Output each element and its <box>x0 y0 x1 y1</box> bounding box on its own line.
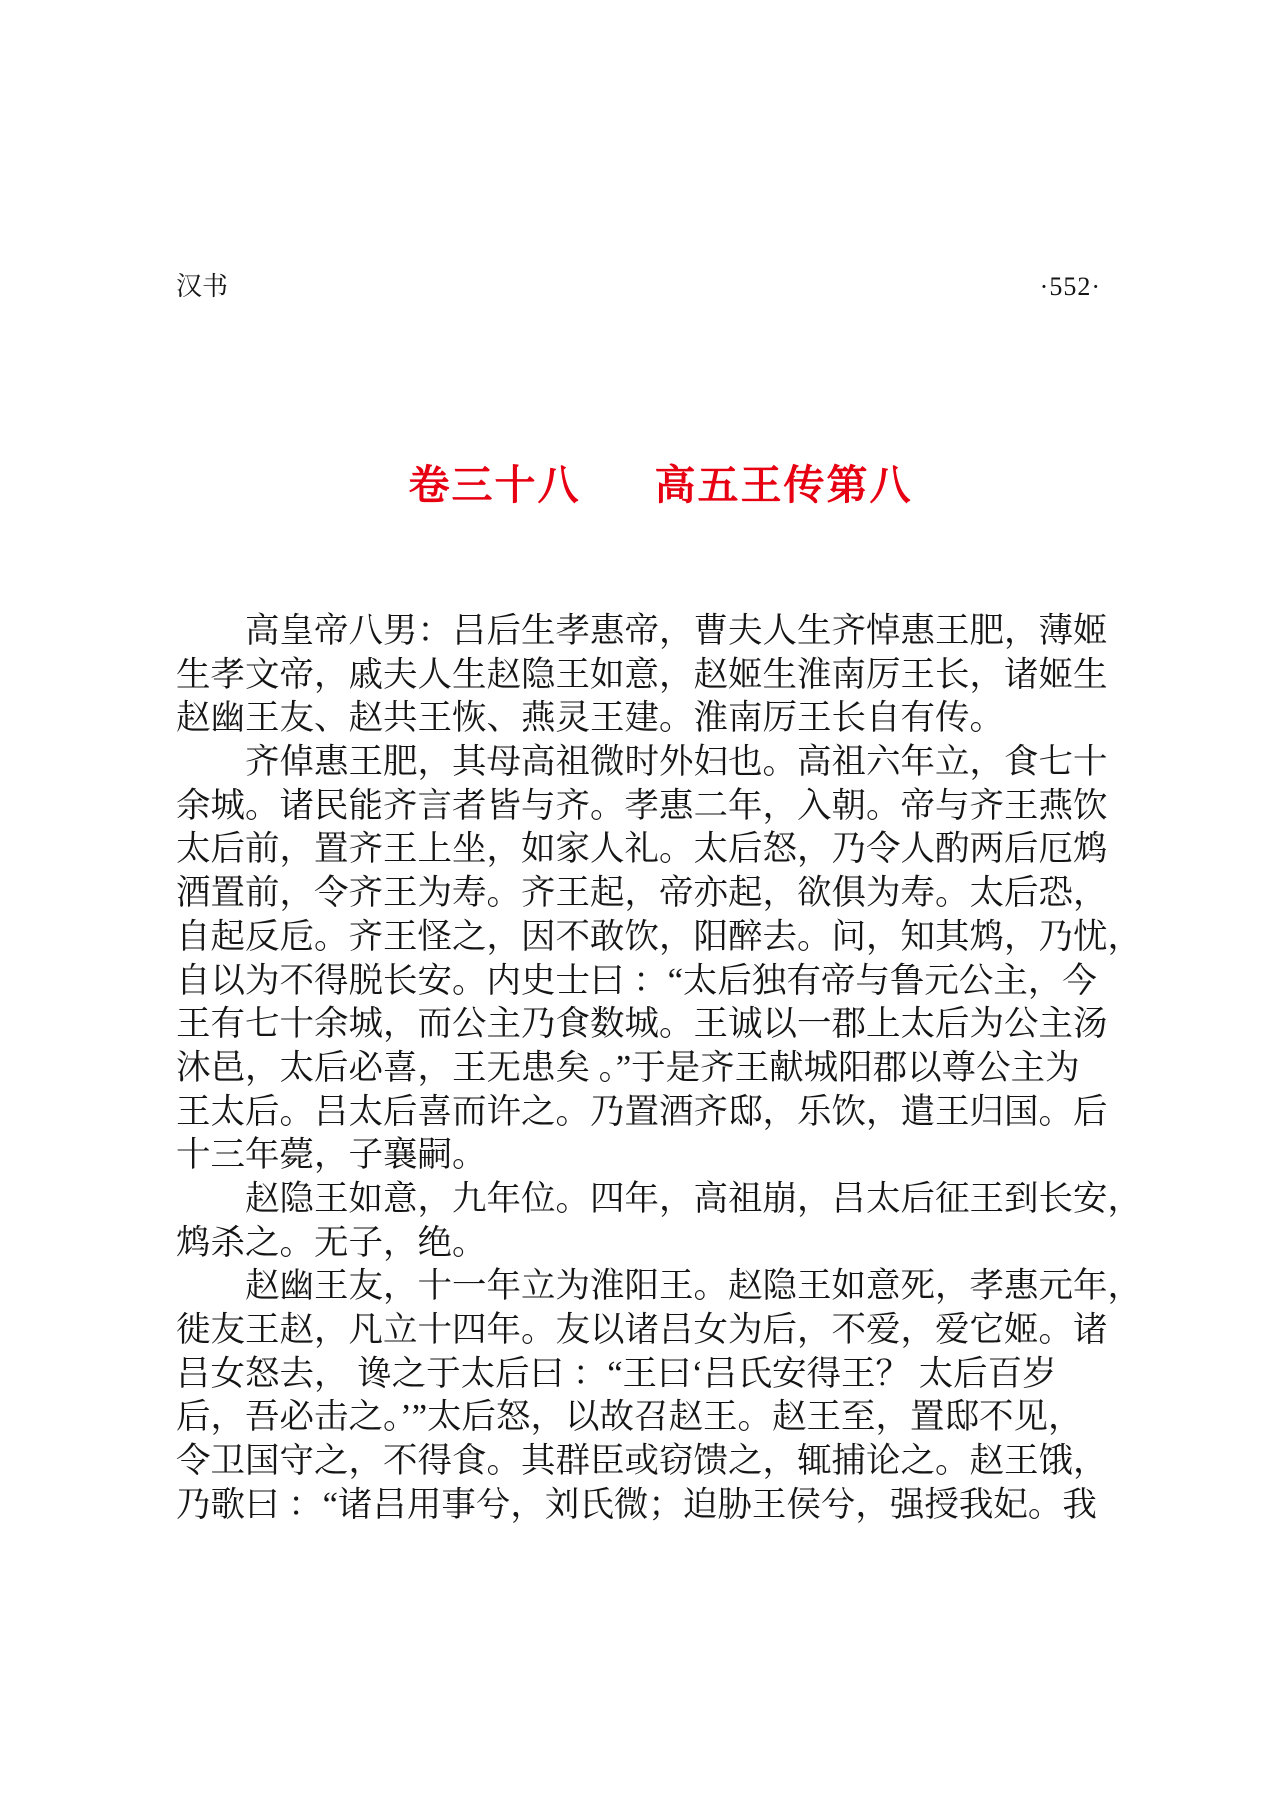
text-line: 赵幽王友，十一年立为淮阳王。赵隐王如意死，孝惠元年， <box>245 1267 1142 1306</box>
text-line: 后，吾必击之。’”太后怒，以故召赵王。赵王至，置邸不见， <box>176 1398 1083 1437</box>
chapter-title <box>176 452 1145 511</box>
text-line: 沐邑，太后必喜，王无患矣 。”于是齐王献城阳郡以尊公主为 <box>176 1048 1080 1087</box>
chapter-number: 卷三十八 <box>408 462 581 508</box>
text-line: 王太后。吕太后喜而许之。乃置酒齐邸，乐饮，遣王归国。后 <box>176 1092 1108 1131</box>
text-line: 赵隐王如意，九年位。四年，高祖崩，吕太后征王到长安， <box>245 1179 1142 1218</box>
text-line: 齐倬惠王肥，其母高祖微时外妇也。高祖六年立，食七十 <box>245 743 1108 782</box>
text-line: 吕女怒去， 谗之于太后曰 ：“王曰‘吕氏安得王？ 太后百岁 <box>176 1354 1057 1393</box>
text-line: 太后前，置齐王上坐，如家人礼。太后怒，乃令人酌两后厄鸩 <box>176 830 1108 869</box>
text-line: 徙友王赵，凡立十四年。友以诸吕女为后，不爱，爱它姬。诸 <box>176 1311 1108 1349</box>
paragraph <box>176 1265 1161 1527</box>
text-line: 生孝文帝，戚夫人生赵隐王如意，赵姬生淮南厉王长，诸姬生 <box>176 655 1108 694</box>
book-title: 汉书 <box>176 272 229 301</box>
text-line: 自起反卮。齐王怪之，因不敢饮，阳醉去。问，知其鸩，乃忧， <box>176 917 1142 956</box>
text-line: 自以为不得脱长安。内史士曰 ：“太后独有帝与鲁元公主，今 <box>176 961 1097 1000</box>
page-header <box>176 272 1145 302</box>
text-line: 鸩杀之。无子，绝。 <box>176 1223 487 1262</box>
body-text <box>176 610 1161 1527</box>
text-line: 王有七十余城，而公主乃食数城。王诚以一郡上太后为公主汤 <box>176 1005 1108 1044</box>
text-line: 令卫国守之，不得食。其群臣或窃馈之，辄捕论之。赵王饿， <box>176 1442 1108 1481</box>
paragraph <box>176 741 1161 1178</box>
text-line: 乃歌曰 ：“诸吕用事兮，刘氏微；迫胁王侯兮，强授我妃。我 <box>176 1485 1097 1524</box>
text-line: 赵幽王友、赵共王恢、燕灵王建。淮南厉王长自有传。 <box>176 699 1004 738</box>
text-line: 高皇帝八男：吕后生孝惠帝，曹夫人生齐悼惠王肥，薄姬 <box>245 612 1108 650</box>
page-number: ·552· <box>1039 272 1101 301</box>
text-line: 酒置前，令齐王为寿。齐王起，帝亦起，欲俱为寿。太后恐， <box>176 874 1108 913</box>
text-line: 余城。诸民能齐言者皆与齐。孝惠二年，入朝。帝与齐王燕饮 <box>176 786 1108 825</box>
section-title: 高五王传第八 <box>654 462 913 508</box>
text-line: 十三年薨，子襄嗣。 <box>176 1136 487 1175</box>
paragraph <box>176 610 1161 741</box>
paragraph <box>176 1178 1161 1265</box>
